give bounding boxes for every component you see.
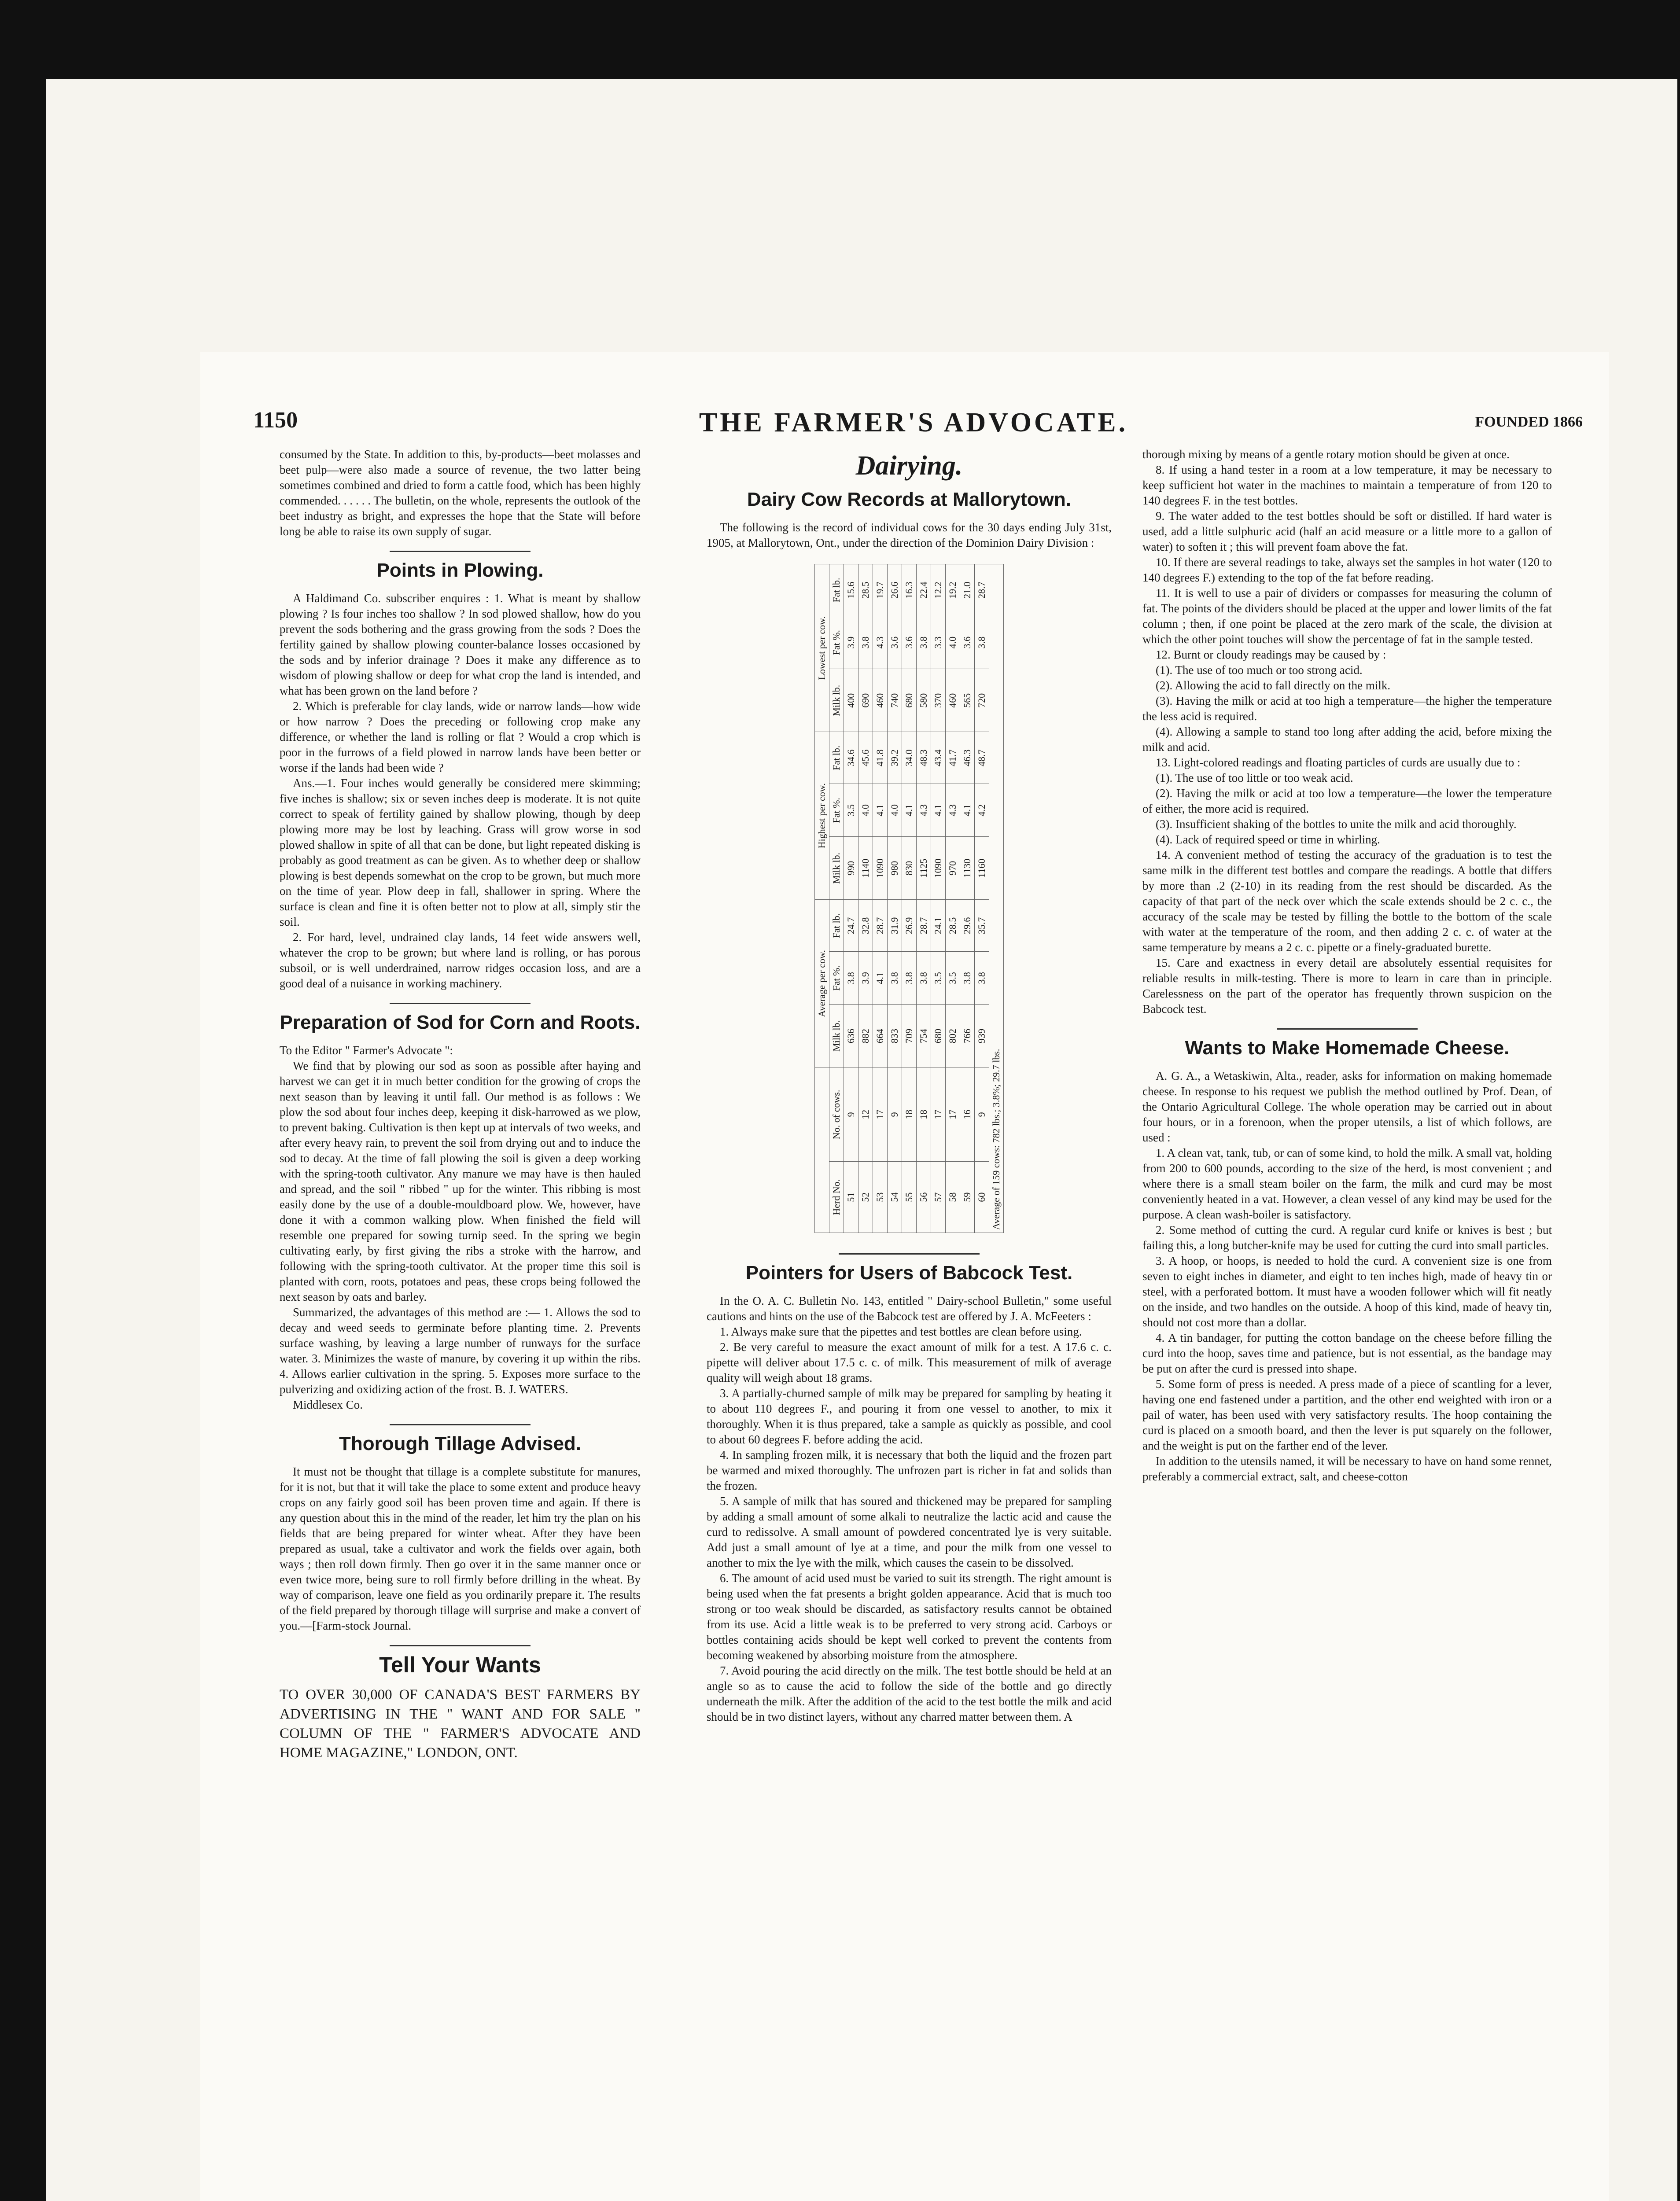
table-cell: 28.5 bbox=[946, 900, 960, 952]
table-row bbox=[946, 564, 960, 1233]
divider bbox=[390, 1424, 531, 1425]
table-cell: 48.7 bbox=[975, 732, 989, 784]
table-column-header: Fat lb. bbox=[829, 564, 844, 616]
cheese-paragraph: 2. Some method of cutting the curd. A regular curd knife or knives is best ; but failing this, a long butcher-knife may be used for cutting the curd into small particles. bbox=[1142, 1223, 1552, 1252]
table-column-header: Herd No. bbox=[829, 1162, 844, 1233]
table-cell: 802 bbox=[946, 1005, 960, 1067]
table-cell: 680 bbox=[931, 1005, 946, 1067]
table-cell: 58 bbox=[946, 1162, 960, 1233]
table-cell: 9 bbox=[888, 1067, 902, 1162]
table-cell: 12.2 bbox=[931, 564, 946, 616]
babcock-paragraph: 9. The water added to the test bottles should be soft or distilled. If hard water is used, add a little sulphuric acid (half an acid measure or a little more to a gallon of water) to soften it ; this will prevent foam above the fat. bbox=[1142, 509, 1552, 553]
table-cell: 3.8 bbox=[917, 616, 931, 669]
table-row bbox=[888, 564, 902, 1233]
plowing-answer-2: 2. For hard, level, undrained clay lands, 14 feet wide answers well, whatever the crop to be grown; but where land is rolling, or has porous subsoil, or is well underdrained, narrow ridges occasion loss, and are a good deal of a nuisance in working machinery. bbox=[280, 931, 641, 990]
table-group-header: Lowest per cow. bbox=[815, 564, 829, 732]
table-cell: 22.4 bbox=[917, 564, 931, 616]
founded-note: FOUNDED 1866 bbox=[1475, 414, 1583, 430]
table-cell: 680 bbox=[902, 669, 917, 732]
heading-dairy-records: Dairy Cow Records at Mallorytown. bbox=[747, 489, 1071, 510]
table-cell: 16 bbox=[960, 1067, 975, 1162]
table-cell: 3.8 bbox=[844, 952, 858, 1005]
table-cell: 26.6 bbox=[888, 564, 902, 616]
table-cell: 4.3 bbox=[917, 784, 931, 837]
table-cell: 833 bbox=[888, 1005, 902, 1067]
table-row bbox=[960, 564, 975, 1233]
babcock-paragraph: (4). Allowing a sample to stand too long after adding the acid, before mixing the milk and acid. bbox=[1142, 725, 1552, 754]
table-cell: 1090 bbox=[873, 837, 888, 900]
sod-location: Middlesex Co. bbox=[293, 1398, 363, 1411]
table-cell: 4.0 bbox=[888, 784, 902, 837]
table-cell: 46.3 bbox=[960, 732, 975, 784]
table-cell: 690 bbox=[858, 669, 873, 732]
table-cell: 1125 bbox=[917, 837, 931, 900]
heading-sod: Preparation of Sod for Corn and Roots. bbox=[280, 1012, 641, 1033]
divider bbox=[390, 1003, 531, 1004]
table-cell: 4.1 bbox=[931, 784, 946, 837]
table-cell: 12 bbox=[858, 1067, 873, 1162]
babcock-paragraph: (3). Insufficient shaking of the bottles to unite the milk and acid thoroughly. bbox=[1156, 817, 1517, 831]
babcock-paragraph: 4. In sampling frozen milk, it is necessary that both the liquid and the frozen part be warmed and mixed thoroughly. The unfrozen part is richer in fat and solids than the frozen. bbox=[707, 1448, 1112, 1492]
babcock-paragraph: (3). Having the milk or acid at too high a temperature—the higher the temperature the less acid is required. bbox=[1142, 694, 1552, 723]
table-cell: 980 bbox=[888, 837, 902, 900]
cheese-paragraph: 4. A tin bandager, for putting the cotton bandage on the cheese before filling the curd into the hoop, saves time and patience, but is not essential, as the bandage may be put on after the curd is pressed into shape. bbox=[1142, 1331, 1552, 1375]
table-cell: 4.2 bbox=[975, 784, 989, 837]
page-number: 1150 bbox=[253, 408, 298, 433]
cheese-paragraph: In addition to the utensils named, it will be necessary to have on hand some rennet, preferably a commercial extract, salt, and cheese-cotton bbox=[1142, 1454, 1552, 1483]
cheese-paragraph: 5. Some form of press is needed. A press made of a piece of scantling for a lever, having one end fastened under a partition, and the other end weighted with iron or a pail of water, has been used with very satisfactory results. The hoop containing the curd is placed on a smooth board, and then the lever is put squarely on the follower, and the weight is put on the farther end of the lever. bbox=[1142, 1377, 1552, 1452]
table-cell: 3.5 bbox=[946, 952, 960, 1005]
table-cell: 3.8 bbox=[917, 952, 931, 1005]
babcock-paragraph: 8. If using a hand tester in a room at a low temperature, it may be necessary to keep sufficient hot water in the machines to maintain a temperature of from 120 to 140 degrees F. in the test bottles. bbox=[1142, 463, 1552, 507]
dairy-records-table bbox=[814, 564, 1004, 1233]
table-cell: 16.3 bbox=[902, 564, 917, 616]
babcock-paragraph: 6. The amount of acid used must be varied to suit its strength. The right amount is being used when the fat presents a bright golden appearance. Acid that is much too strong or too weak should be discarded, as satisfactory results cannot be obtained from its use. Acid a little weak is to be preferred to very strong acid. Carboys or bottles containing acids should be kept well corked to prevent the contents from becoming weakened by absorbing moisture from the atmosphere. bbox=[707, 1572, 1112, 1662]
table-cell: 766 bbox=[960, 1005, 975, 1067]
table-cell: 21.0 bbox=[960, 564, 975, 616]
tillage-paragraph: It must not be thought that tillage is a complete substitute for manures, for it is not, but that it will take the place to some extent and produce heavy crops on any fairly good soil has been proven time and again. If there is any question about this in the mind of the reader, let him try the plan on his fields that are being prepared for winter wheat. After they have been prepared as usual, take a cultivator and work the fields over again, both ways ; then roll down firmly. Then go over it in the same manner once or even twice more, being sure to roll firmly before drilling in the wheat. By way of comparison, leave one field as you ordinarily prepare it. The results of the field prepared by thorough tillage will surprise and make a convert of you.—[Farm-stock Journal. bbox=[280, 1465, 641, 1632]
table-cell: 4.1 bbox=[873, 784, 888, 837]
plowing-question-2: 2. Which is preferable for clay lands, wide or narrow lands—how wide or how narrow ? Does the preceding or following crop make any difference, or whether the land is rolling or flat ? Would a crop which is poor in the furrows of a field plowed in narrow lands have been better or worse if the lands had been wide ? bbox=[280, 699, 641, 774]
table-cell: 55 bbox=[902, 1162, 917, 1233]
table-average-cell: Average of 159 cows: 782 lbs.; 3.8%; 29.7 lbs. bbox=[989, 564, 1004, 1233]
table-group-header: Highest per cow. bbox=[815, 732, 829, 900]
table-cell: 636 bbox=[844, 1005, 858, 1067]
table-column-header-row bbox=[829, 564, 844, 1233]
table-cell: 1130 bbox=[960, 837, 975, 900]
babcock-paragraph: 11. It is well to use a pair of dividers or compasses for measuring the column of fat. The points of the dividers should be placed at the upper and lower limits of the fat column ; then, if one point be placed at the zero mark of the scale, the division at which the other point touches will show the percentage of fat in the sample tested. bbox=[1142, 586, 1552, 646]
babcock-paragraph: 13. Light-colored readings and floating particles of curds are usually due to : bbox=[1156, 756, 1521, 769]
table-cell: 48.3 bbox=[917, 732, 931, 784]
babcock-paragraph: 14. A convenient method of testing the accuracy of the graduation is to test the same milk in the different test bottles and compare the readings. A bottle that differs by more than .2 (2-10) in its reading from the rest should be discarded. As the capacity of that part of the neck over which the scale extends should be 2 c. c., the accuracy of the scale may be tested by filling the bottle to the bottom of the scale with water at the temperature of the room, and then adding 2 c. c. of water at the same temperature by means a 2 c. c. pipette or a finely-graduated burette. bbox=[1142, 848, 1552, 954]
table-cell: 28.7 bbox=[975, 564, 989, 616]
babcock-paragraph: 2. Be very careful to measure the exact amount of milk for a test. A 17.6 c. c. pipette will deliver about 17.5 c. c. of milk. This measurement of milk of average quality will weigh about 18 grams. bbox=[707, 1340, 1112, 1384]
table-column-header: Milk lb. bbox=[829, 1005, 844, 1067]
table-cell: 460 bbox=[946, 669, 960, 732]
table-cell: 39.2 bbox=[888, 732, 902, 784]
table-cell: 28.5 bbox=[858, 564, 873, 616]
heading-cheese: Wants to Make Homemade Cheese. bbox=[1185, 1037, 1510, 1059]
table-cell: 939 bbox=[975, 1005, 989, 1067]
babcock-paragraph: 12. Burnt or cloudy readings may be caused by : bbox=[1156, 648, 1386, 661]
babcock-paragraph: (4). Lack of required speed or time in whirling. bbox=[1156, 833, 1380, 846]
heading-babcock: Pointers for Users of Babcock Test. bbox=[745, 1262, 1073, 1284]
table-column-header: Fat lb. bbox=[829, 900, 844, 952]
table-cell: 709 bbox=[902, 1005, 917, 1067]
table-cell: 882 bbox=[858, 1005, 873, 1067]
heading-plowing: Points in Plowing. bbox=[376, 559, 544, 581]
table-cell: 3.8 bbox=[858, 616, 873, 669]
table-cell: 24.1 bbox=[931, 900, 946, 952]
table-cell: 3.3 bbox=[931, 616, 946, 669]
table-cell: 740 bbox=[888, 669, 902, 732]
table-cell: 41.8 bbox=[873, 732, 888, 784]
table-cell: 3.8 bbox=[902, 952, 917, 1005]
table-row bbox=[844, 564, 858, 1233]
table-cell: 1090 bbox=[931, 837, 946, 900]
column-left bbox=[280, 447, 641, 1763]
table-cell: 52 bbox=[858, 1162, 873, 1233]
table-cell: 4.3 bbox=[873, 616, 888, 669]
table-cell: 4.0 bbox=[946, 616, 960, 669]
table-cell: 24.7 bbox=[844, 900, 858, 952]
babcock-paragraph: In the O. A. C. Bulletin No. 143, entitled " Dairy-school Bulletin," some useful cautions and hints on the use of the Babcock test are offered by J. A. McFeeters : bbox=[707, 1294, 1112, 1323]
table-cell: 3.6 bbox=[902, 616, 917, 669]
divider bbox=[390, 1645, 531, 1646]
babcock-paragraph: 5. A sample of milk that has soured and thickened may be prepared for sampling by adding a small amount of some alkali to neutralize the lactic acid and cause the curd to redissolve. A small amount of powdered concentrated lye is very suitable. Add just a small amount of lye at a time, and pour the milk from one vessel to another to mix the lye with the milk, which causes the casein to be dissolved. bbox=[707, 1494, 1112, 1569]
table-row bbox=[873, 564, 888, 1233]
babcock-paragraph: thorough mixing by means of a gentle rotary motion should be given at once. bbox=[1142, 448, 1510, 461]
cheese-body bbox=[1142, 1068, 1552, 1484]
table-row bbox=[975, 564, 989, 1233]
table-cell: 59 bbox=[960, 1162, 975, 1233]
table-group-blank bbox=[815, 1067, 829, 1233]
babcock-paragraph: 3. A partially-churned sample of milk may be prepared for sampling by heating it to about 110 degrees F., and pouring it from one vessel to another, to mix it thoroughly. When it is thus prepared, take a sample as quickly as possible, and cool to about 60 degrees F. before adding the acid. bbox=[707, 1387, 1112, 1446]
column-right bbox=[1142, 447, 1552, 1484]
beet-article-end: consumed by the State. In addition to this, by-products—beet molasses and beet pulp—were also made a source of revenue, the two latter being sometimes combined and dried to form a cattle food, which has been highly commended. . . . . . The bulletin, on the whole, represents the outlook of the beet industry as bright, and expresses the hope that the State will before long be able to raise its own supply of sugar. bbox=[280, 448, 641, 538]
section-heading-dairying: Dairying. bbox=[855, 451, 963, 481]
newspaper-page bbox=[200, 352, 1609, 2201]
table-cell: 3.8 bbox=[888, 952, 902, 1005]
table-cell: 34.0 bbox=[902, 732, 917, 784]
table-cell: 18 bbox=[902, 1067, 917, 1162]
sod-salutation: To the Editor " Farmer's Advocate ": bbox=[280, 1044, 453, 1057]
table-cell: 32.8 bbox=[858, 900, 873, 952]
dairy-records-intro: The following is the record of individual cows for the 30 days ending July 31st, 1905, at Mallorytown, Ont., under the direction of the Dominion Dairy Division : bbox=[707, 521, 1112, 549]
divider bbox=[839, 1253, 980, 1255]
cheese-paragraph: 1. A clean vat, tank, tub, or can of some kind, to hold the milk. A small vat, holding from 200 to 600 pounds, according to the size of the herd, is most convenient ; and where there is a small steam boiler on the farm, the milk and curd may be most conveniently heated in a vat. However, a clean vessel of any kind may be used for the purpose. A clean wash-boiler is satisfactory. bbox=[1142, 1146, 1552, 1221]
table-column-header: Fat %. bbox=[829, 952, 844, 1005]
table-row bbox=[931, 564, 946, 1233]
babcock-paragraph: (2). Having the milk or acid at too low a temperature—the lower the temperature of either, the more acid is required. bbox=[1142, 787, 1552, 815]
table-column-header: Fat %. bbox=[829, 784, 844, 837]
table-cell: 370 bbox=[931, 669, 946, 732]
table-cell: 460 bbox=[873, 669, 888, 732]
table-column-header: Fat lb. bbox=[829, 732, 844, 784]
table-cell: 19.2 bbox=[946, 564, 960, 616]
divider bbox=[1277, 1028, 1418, 1030]
table-cell: 3.5 bbox=[931, 952, 946, 1005]
table-cell: 45.6 bbox=[858, 732, 873, 784]
table-cell: 1140 bbox=[858, 837, 873, 900]
table-column-header: Fat %. bbox=[829, 616, 844, 669]
table-cell: 4.1 bbox=[902, 784, 917, 837]
table-cell: 3.5 bbox=[844, 784, 858, 837]
table-cell: 35.7 bbox=[975, 900, 989, 952]
table-cell: 4.1 bbox=[873, 952, 888, 1005]
table-cell: 17 bbox=[931, 1067, 946, 1162]
table-cell: 3.6 bbox=[888, 616, 902, 669]
table-column-header: No. of cows. bbox=[829, 1067, 844, 1162]
table-cell: 3.6 bbox=[960, 616, 975, 669]
table-cell: 4.3 bbox=[946, 784, 960, 837]
table-cell: 565 bbox=[960, 669, 975, 732]
table-cell: 664 bbox=[873, 1005, 888, 1067]
heading-tillage: Thorough Tillage Advised. bbox=[339, 1433, 582, 1454]
table-cell: 43.4 bbox=[931, 732, 946, 784]
table-cell: 9 bbox=[844, 1067, 858, 1162]
dairy-table-wrapper bbox=[707, 555, 1112, 1242]
table-cell: 970 bbox=[946, 837, 960, 900]
table-cell: 51 bbox=[844, 1162, 858, 1233]
table-cell: 18 bbox=[917, 1067, 931, 1162]
table-cell: 3.8 bbox=[960, 952, 975, 1005]
babcock-body bbox=[707, 1293, 1112, 1725]
table-cell: 17 bbox=[873, 1067, 888, 1162]
babcock-paragraph: (2). Allowing the acid to fall directly on the milk. bbox=[1156, 679, 1391, 692]
wants-advert: TO OVER 30,000 OF CANADA'S BEST FARMERS BY ADVERTISING IN THE " WANT AND FOR SALE " COLUMN OF THE " FARMER'S ADVOCATE AND HOME MAGAZINE," LONDON, ONT. bbox=[280, 1687, 641, 1761]
table-cell: 31.9 bbox=[888, 900, 902, 952]
table-body bbox=[844, 564, 989, 1233]
table-cell: 29.6 bbox=[960, 900, 975, 952]
table-cell: 4.1 bbox=[960, 784, 975, 837]
table-column-header: Milk lb. bbox=[829, 837, 844, 900]
cheese-paragraph: A. G. A., a Wetaskiwin, Alta., reader, asks for information on making homemade cheese. In response to his request we publish the method outlined by Prof. Dean, of the Ontario Agricultural College. The whole operation may be carried out in about four hours, or in a forenoon, when the proper utensils, a list of which follows, are used : bbox=[1142, 1069, 1552, 1144]
table-cell: 1160 bbox=[975, 837, 989, 900]
table-cell: 9 bbox=[975, 1067, 989, 1162]
table-column-header: Milk lb. bbox=[829, 669, 844, 732]
table-row bbox=[902, 564, 917, 1233]
table-cell: 990 bbox=[844, 837, 858, 900]
table-row bbox=[917, 564, 931, 1233]
table-cell: 56 bbox=[917, 1162, 931, 1233]
table-row bbox=[858, 564, 873, 1233]
table-cell: 720 bbox=[975, 669, 989, 732]
babcock-paragraph: 10. If there are several readings to take, always set the samples in hot water (120 to 140 degrees F.) extending to the top of the fat before reading. bbox=[1142, 556, 1552, 584]
plowing-answer-1: Ans.—1. Four inches would generally be considered mere skimming; five inches is shallow; six or seven inches deep is moderate. It is not quite correct to speak of fertility gained by shallow plowing, though by deep plowing more may be lost by leaching. Grass will grow worse in sod plowed shallow in spite of all that can be done, but light repeated disking is probably as good treatment as can be given. As to whether deep or shallow plowing is best depends somewhat on the crop to be grown, but much more on the time of year. Plow deep in fall, shallower in spring. Where the surface is clean and fine it is often better not to plow at all, simply stir the soil. bbox=[280, 777, 641, 928]
table-cell: 15.6 bbox=[844, 564, 858, 616]
table-cell: 3.8 bbox=[975, 952, 989, 1005]
table-cell: 3.9 bbox=[844, 616, 858, 669]
table-group-header-row bbox=[815, 564, 829, 1233]
table-cell: 17 bbox=[946, 1067, 960, 1162]
babcock-paragraph: (1). The use of too much or too strong acid. bbox=[1156, 663, 1363, 677]
table-cell: 19.7 bbox=[873, 564, 888, 616]
cheese-paragraph: 3. A hoop, or hoops, is needed to hold the curd. A convenient size is one from seven to eight inches in diameter, and eight to ten inches high, made of heavy tin or steel, with a perforated bottom. It must have a wooden follower which will fit neatly on the inside, and two handles on the outside. A hoop of this kind, made of heavy tin, should not cost more than a dollar. bbox=[1142, 1254, 1552, 1329]
table-cell: 26.9 bbox=[902, 900, 917, 952]
table-cell: 3.9 bbox=[858, 952, 873, 1005]
sod-summary: Summarized, the advantages of this method are :— 1. Allows the sod to decay and weed seeds to germinate before planting time. 2. Prevents surface washing, by leaving a large number of runways for the surface water. 3. Minimizes the waste of manure, by covering it up within the ribs. 4. Allows earlier cultivation in the spring. 5. Exposes more surface to the pulverizing and oxidizing action of the frost. B. J. WATERS. bbox=[280, 1306, 641, 1396]
table-cell: 4.0 bbox=[858, 784, 873, 837]
table-cell: 53 bbox=[873, 1162, 888, 1233]
sod-paragraph: We find that by plowing our sod as soon as possible after haying and harvest we can get it in much better condition for the growing of crops the next season than by leaving it until fall. Our method is as follows : We plow the sod about four inches deep, keeping it disk-harrowed as we plow, to prevent baking. Cultivation is then kept up at intervals of two weeks, and after every heavy rain, to prevent the soil from drying out and to induce the sod to decay. At the time of fall plowing the soil is given a deep working with the spring-tooth cultivator. Any manure we may have is then hauled and spread, and the soil " ribbed " up for the winter. This ribbing is most easily done by the use of a double-mouldboard plow. We, however, have done it with a common walking plow. When finished the field will resemble one prepared for sowing turnip seed. In the spring we begin cultivating early, by first giving the ribs a stroke with the harrow, and following with the spring-tooth cultivator. At the proper time this soil is planted with corn, roots, potatoes and peas, these crops being followed the next season by oats and barley. bbox=[280, 1059, 641, 1303]
table-cell: 400 bbox=[844, 669, 858, 732]
table-cell: 28.7 bbox=[917, 900, 931, 952]
masthead: THE FARMER'S ADVOCATE. bbox=[699, 408, 1128, 438]
table-cell: 580 bbox=[917, 669, 931, 732]
babcock-paragraph: 15. Care and exactness in every detail are absolutely essential requisites for reliable results in milk-testing. There is more to learn in care than in principle. Carelessness on the part of the operator has frequently thrown suspicion on the Babcock test. bbox=[1142, 956, 1552, 1016]
babcock-paragraph: 1. Always make sure that the pipettes and test bottles are clean before using. bbox=[720, 1325, 1082, 1338]
table-cell: 54 bbox=[888, 1162, 902, 1233]
plowing-question-1: A Haldimand Co. subscriber enquires : 1. What is meant by shallow plowing ? Is four inches too shallow ? In sod plowed shallow, how do you prevent the sods bothering and the grass growing from the sods ? Does the fertility gained by shallow plowing counter-balance losses occasioned by the sods and by inferior drainage ? Does it make any difference as to wisdom of plowing shallow or deep for what crop the land is intended, and what has been grown on the land before ? bbox=[280, 592, 641, 697]
table-cell: 830 bbox=[902, 837, 917, 900]
table-cell: 34.6 bbox=[844, 732, 858, 784]
table-cell: 3.8 bbox=[975, 616, 989, 669]
babcock-paragraph: (1). The use of too little or too weak acid. bbox=[1156, 771, 1353, 784]
divider bbox=[390, 551, 531, 552]
table-cell: 60 bbox=[975, 1162, 989, 1233]
column-middle bbox=[707, 447, 1112, 1725]
table-cell: 754 bbox=[917, 1005, 931, 1067]
table-cell: 57 bbox=[931, 1162, 946, 1233]
babcock-paragraph: 7. Avoid pouring the acid directly on the milk. The test bottle should be held at an angle so as to cause the acid to follow the side of the bottle and go directly underneath the milk. After the addition of the acid to the test bottle the milk and acid should be in two distinct layers, without any charred matter between them. A bbox=[707, 1664, 1112, 1723]
table-group-header: Average per cow. bbox=[815, 900, 829, 1067]
table-average-row bbox=[989, 564, 1004, 1233]
table-cell: 41.7 bbox=[946, 732, 960, 784]
heading-wants: Tell Your Wants bbox=[379, 1653, 541, 1677]
table-cell: 28.7 bbox=[873, 900, 888, 952]
babcock-continued bbox=[1142, 447, 1552, 1017]
